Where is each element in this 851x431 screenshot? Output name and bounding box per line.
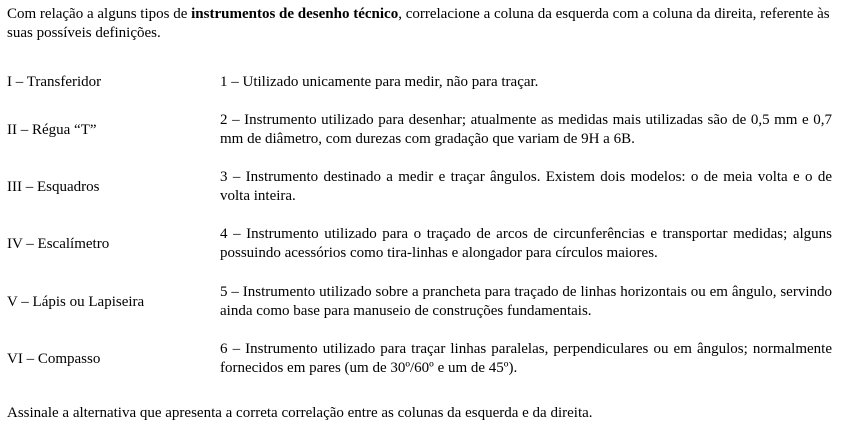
left-column-item-2: II – Régua “T” [7, 122, 97, 138]
left-column-item-1: I – Transferidor [7, 74, 102, 90]
left-column-item-4: IV – Escalímetro [7, 236, 110, 252]
right-column-item-6: 6 – Instrumento utilizado para traçar linhas paralelas, perpendiculares ou em ângulos; normalmente fornecidos em pares (um de 30º/60º e um de 45º). [220, 341, 832, 376]
question-instruction: Assinale a alternativa que apresenta a correta correlação entre as colunas da esquerda e da direita. [7, 405, 593, 421]
intro-bold-term: instrumentos de desenho técnico [191, 6, 399, 22]
left-column-item-5: V – Lápis ou Lapiseira [7, 294, 145, 310]
left-column-item-3: III – Esquadros [7, 179, 100, 195]
right-column-item-2: 2 – Instrumento utilizado para desenhar; atualmente as medidas mais utilizadas são de 0,5 mm e 0,7 mm de diâmetro, com durezas com gradação que variam de 9H a 6B. [220, 112, 832, 147]
intro-text-start: Com relação a alguns tipos de [7, 6, 192, 22]
right-column-item-1: 1 – Utilizado unicamente para medir, não para traçar. [220, 74, 539, 90]
right-column-item-3: 3 – Instrumento destinado a medir e traçar ângulos. Existem dois modelos: o de meia volta e o de volta inteira. [220, 169, 832, 204]
right-column-item-4: 4 – Instrumento utilizado para o traçado de arcos de circunferências e transportar medidas; alguns possuindo acessórios como tira-linhas e alongador para círculos maiores. [220, 226, 832, 261]
question-intro [7, 5, 845, 43]
right-column-item-5: 5 – Instrumento utilizado sobre a prancheta para traçado de linhas horizontais ou em ângulo, servindo ainda como base para manuseio de construções fundamentais. [220, 284, 832, 319]
intro-text-end: , correlacione a coluna da esquerda com a coluna da direita, referente às suas possíveis definições. [7, 6, 830, 41]
left-column-item-6: VI – Compasso [7, 351, 101, 367]
